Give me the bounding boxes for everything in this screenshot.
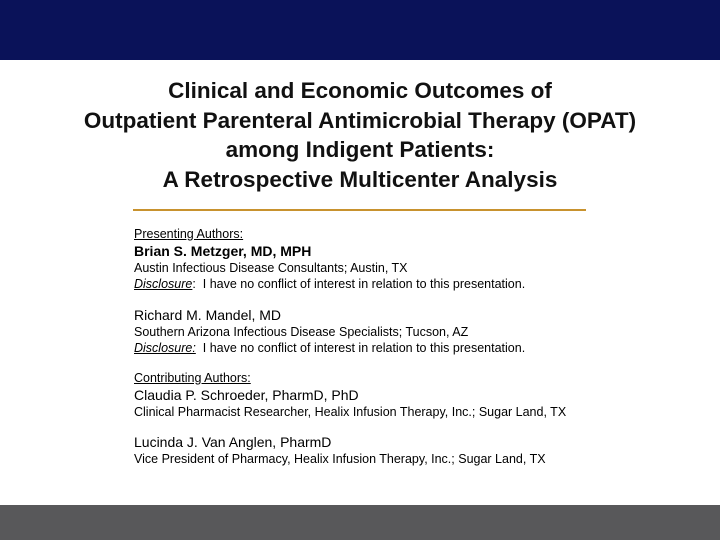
disclosure-text: : I have no conflict of interest in relation to this presentation. (192, 277, 526, 291)
contributing-authors-heading: Contributing Authors: (134, 371, 251, 385)
author-affiliation: Austin Infectious Disease Consultants; Austin, TX (134, 261, 408, 275)
author-disclosure (134, 276, 704, 292)
bottom-banner (0, 505, 720, 540)
authors-section (134, 226, 704, 467)
title-line-4: A Retrospective Multicenter Analysis (162, 166, 558, 192)
author-name: Lucinda J. Van Anglen, PharmD (134, 434, 332, 450)
author-affiliation: Southern Arizona Infectious Disease Specialists; Tucson, AZ (134, 325, 469, 339)
title-line-3: among Indigent Patients: (225, 137, 495, 162)
disclosure-label: Disclosure (134, 277, 193, 291)
author-disclosure (134, 340, 704, 356)
slide-title (20, 76, 700, 194)
author-name: Claudia P. Schroeder, PharmD, PhD (134, 387, 359, 403)
top-banner (0, 0, 720, 60)
author-affiliation: Clinical Pharmacist Researcher, Healix Infusion Therapy, Inc.; Sugar Land, TX (134, 405, 567, 419)
author-name: Richard M. Mandel, MD (134, 307, 282, 323)
title-divider (133, 209, 586, 211)
author-affiliation: Vice President of Pharmacy, Healix Infusion Therapy, Inc.; Sugar Land, TX (134, 452, 546, 466)
title-line-2: Outpatient Parenteral Antimicrobial Therapy (OPAT) (83, 107, 637, 133)
title-line-1: Clinical and Economic Outcomes of (168, 78, 552, 103)
presenting-authors-heading: Presenting Authors: (134, 227, 244, 241)
author-name: Brian S. Metzger, MD, MPH (134, 243, 312, 259)
disclosure-text: I have no conflict of interest in relation to this presentation. (195, 341, 526, 355)
disclosure-label: Disclosure: (134, 341, 196, 355)
